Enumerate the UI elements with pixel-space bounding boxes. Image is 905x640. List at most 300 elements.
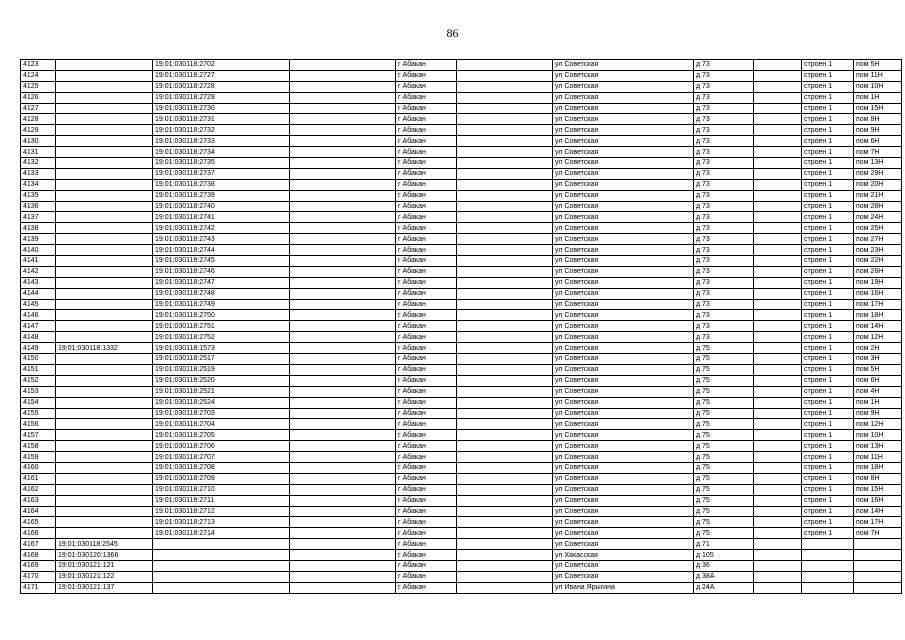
table-cell	[457, 147, 553, 158]
table-cell: строен 1	[802, 234, 854, 245]
table-cell: 4157	[21, 430, 56, 441]
table-cell	[754, 103, 802, 114]
table-cell	[457, 158, 553, 169]
table-cell: д 73	[694, 125, 754, 136]
table-cell: ул Советская	[553, 256, 694, 267]
table-cell: 19:01:030118:2751	[153, 321, 290, 332]
table-cell: ул Советская	[553, 125, 694, 136]
table-cell: строен 1	[802, 277, 854, 288]
table-row	[21, 92, 902, 103]
table-row	[21, 462, 902, 473]
table-cell: ул Советская	[553, 473, 694, 484]
table-cell: г Абакан	[396, 60, 457, 71]
table-cell: д 75	[694, 354, 754, 365]
table-cell: ул Советская	[553, 452, 694, 463]
table-cell: д 73	[694, 266, 754, 277]
table-cell	[754, 147, 802, 158]
table-row	[21, 571, 902, 582]
table-cell: пом 21Н	[854, 190, 902, 201]
table-cell: пом 1Н	[854, 397, 902, 408]
table-cell: пом 27Н	[854, 234, 902, 245]
table-cell	[754, 462, 802, 473]
table-cell: д 73	[694, 256, 754, 267]
table-cell: 19:01:030118:2545	[56, 539, 153, 550]
table-cell	[56, 223, 153, 234]
table-cell: д 75	[694, 484, 754, 495]
table-cell	[457, 397, 553, 408]
table-cell: пом 10Н	[854, 430, 902, 441]
table-cell	[56, 364, 153, 375]
table-cell: д 75	[694, 397, 754, 408]
table-cell: г Абакан	[396, 419, 457, 430]
table-cell: г Абакан	[396, 125, 457, 136]
table-cell: строен 1	[802, 310, 854, 321]
table-cell	[56, 441, 153, 452]
table-cell: д 73	[694, 332, 754, 343]
table-cell: пом 24Н	[854, 212, 902, 223]
table-cell: 19:01:030118:2706	[153, 441, 290, 452]
table-cell: пом 15Н	[854, 103, 902, 114]
table-row	[21, 441, 902, 452]
table-cell: пом 22Н	[854, 256, 902, 267]
table-cell: 4136	[21, 201, 56, 212]
table-cell: г Абакан	[396, 430, 457, 441]
table-cell: пом 16Н	[854, 288, 902, 299]
table-row	[21, 550, 902, 561]
table-row	[21, 321, 902, 332]
table-cell: 4126	[21, 92, 56, 103]
table-cell: д 73	[694, 179, 754, 190]
table-cell: 19:01:030118:2752	[153, 332, 290, 343]
table-cell	[56, 288, 153, 299]
table-cell: д 73	[694, 103, 754, 114]
table-cell: ул Советская	[553, 343, 694, 354]
table-cell	[56, 299, 153, 310]
table-cell: 19:01:030118:2707	[153, 452, 290, 463]
table-cell	[754, 430, 802, 441]
table-cell	[56, 321, 153, 332]
table-cell: строен 1	[802, 354, 854, 365]
table-cell	[56, 190, 153, 201]
table-cell	[457, 408, 553, 419]
table-cell: д 73	[694, 234, 754, 245]
table-row	[21, 386, 902, 397]
table-cell	[754, 386, 802, 397]
table-cell: 19:01:030121:137	[56, 582, 153, 593]
table-cell	[754, 517, 802, 528]
table-cell	[56, 419, 153, 430]
table-cell: д 36	[694, 560, 754, 571]
table-cell	[56, 201, 153, 212]
table-cell: пом 17Н	[854, 517, 902, 528]
table-row	[21, 136, 902, 147]
table-cell: ул Советская	[553, 560, 694, 571]
table-cell	[290, 277, 396, 288]
table-cell	[754, 168, 802, 179]
table-cell	[290, 147, 396, 158]
table-cell: г Абакан	[396, 506, 457, 517]
table-cell: пом 29Н	[854, 168, 902, 179]
table-cell: строен 1	[802, 299, 854, 310]
table-cell: 4131	[21, 147, 56, 158]
table-cell	[457, 452, 553, 463]
table-cell: пом 9Н	[854, 125, 902, 136]
table-cell: ул Советская	[553, 354, 694, 365]
table-cell: г Абакан	[396, 147, 457, 158]
table-cell: ул Советская	[553, 179, 694, 190]
table-cell: пом 14Н	[854, 321, 902, 332]
table-row	[21, 539, 902, 550]
table-cell	[290, 506, 396, 517]
table-cell	[457, 234, 553, 245]
table-cell: г Абакан	[396, 441, 457, 452]
table-cell: г Абакан	[396, 70, 457, 81]
table-cell	[802, 539, 854, 550]
table-cell	[56, 408, 153, 419]
table-cell: г Абакан	[396, 408, 457, 419]
table-cell	[754, 364, 802, 375]
table-cell: 4155	[21, 408, 56, 419]
table-cell: 4141	[21, 256, 56, 267]
table-cell	[754, 158, 802, 169]
table-cell: ул Советская	[553, 397, 694, 408]
table-row	[21, 60, 902, 71]
table-cell	[290, 441, 396, 452]
table-cell: г Абакан	[396, 550, 457, 561]
table-cell	[754, 452, 802, 463]
table-cell: 19:01:030118:2728	[153, 81, 290, 92]
table-cell: строен 1	[802, 147, 854, 158]
table-cell: строен 1	[802, 473, 854, 484]
table-cell: г Абакан	[396, 158, 457, 169]
table-cell: д 73	[694, 190, 754, 201]
table-cell	[56, 70, 153, 81]
table-cell	[457, 375, 553, 386]
table-cell: 4139	[21, 234, 56, 245]
table-cell	[56, 136, 153, 147]
table-row	[21, 354, 902, 365]
table-cell	[290, 70, 396, 81]
table-cell	[290, 517, 396, 528]
page-number: 86	[446, 26, 459, 40]
table-row	[21, 190, 902, 201]
table-cell: строен 1	[802, 495, 854, 506]
table-cell: 4161	[21, 473, 56, 484]
table-cell: г Абакан	[396, 190, 457, 201]
table-cell: 19:01:030118:2744	[153, 245, 290, 256]
table-cell: строен 1	[802, 212, 854, 223]
table-cell	[290, 299, 396, 310]
table-cell	[457, 354, 553, 365]
table-row	[21, 245, 902, 256]
table-cell: 19:01:030120:1366	[56, 550, 153, 561]
table-cell	[754, 343, 802, 354]
table-cell: пом 16Н	[854, 495, 902, 506]
table-cell	[802, 582, 854, 593]
table-cell: г Абакан	[396, 223, 457, 234]
table-row	[21, 582, 902, 593]
table-cell: строен 1	[802, 245, 854, 256]
table-cell: ул Советская	[553, 441, 694, 452]
table-cell	[290, 158, 396, 169]
table-row	[21, 528, 902, 539]
table-row	[21, 256, 902, 267]
table-cell	[290, 321, 396, 332]
table-cell: д 73	[694, 147, 754, 158]
table-cell: 19:01:030118:2743	[153, 234, 290, 245]
table-cell: строен 1	[802, 506, 854, 517]
table-cell: 19:01:030118:2741	[153, 212, 290, 223]
table-cell: 19:01:030118:2713	[153, 517, 290, 528]
table-row	[21, 364, 902, 375]
table-cell: 19:01:030118:2745	[153, 256, 290, 267]
table-cell	[56, 277, 153, 288]
table-cell	[457, 201, 553, 212]
table-cell: д 75	[694, 430, 754, 441]
table-cell: 4147	[21, 321, 56, 332]
table-cell: ул Советская	[553, 419, 694, 430]
table-row	[21, 234, 902, 245]
table-cell	[290, 179, 396, 190]
table-cell	[754, 266, 802, 277]
table-cell: строен 1	[802, 60, 854, 71]
table-cell: д 71	[694, 539, 754, 550]
table-cell: 4152	[21, 375, 56, 386]
table-cell: строен 1	[802, 408, 854, 419]
table-row	[21, 212, 902, 223]
table-cell: строен 1	[802, 452, 854, 463]
table-row	[21, 375, 902, 386]
table-cell	[56, 147, 153, 158]
table-cell: 4125	[21, 81, 56, 92]
table-cell	[153, 571, 290, 582]
table-cell: 19:01:030118:2748	[153, 288, 290, 299]
table-cell: строен 1	[802, 201, 854, 212]
table-cell: 4153	[21, 386, 56, 397]
table-cell: 19:01:030118:2714	[153, 528, 290, 539]
table-row	[21, 147, 902, 158]
table-row	[21, 419, 902, 430]
table-cell: г Абакан	[396, 256, 457, 267]
table-cell: 19:01:030118:2710	[153, 484, 290, 495]
table-cell	[802, 560, 854, 571]
table-cell: 4167	[21, 539, 56, 550]
table-cell	[754, 234, 802, 245]
table-cell	[457, 364, 553, 375]
table-cell	[290, 92, 396, 103]
table-cell: строен 1	[802, 81, 854, 92]
table-cell: строен 1	[802, 114, 854, 125]
table-cell: 4160	[21, 462, 56, 473]
table-cell: д 73	[694, 288, 754, 299]
table-cell	[754, 571, 802, 582]
table-cell: строен 1	[802, 125, 854, 136]
table-cell	[754, 92, 802, 103]
table-cell	[56, 528, 153, 539]
table-cell: 19:01:030118:2735	[153, 158, 290, 169]
table-cell: ул Советская	[553, 321, 694, 332]
table-cell: г Абакан	[396, 92, 457, 103]
table-cell: ул Хакасская	[553, 550, 694, 561]
table-cell: г Абакан	[396, 310, 457, 321]
table-cell: 4134	[21, 179, 56, 190]
table-cell: 19:01:030118:2738	[153, 179, 290, 190]
table-cell: пом 20Н	[854, 179, 902, 190]
table-cell: 4124	[21, 70, 56, 81]
table-cell	[754, 528, 802, 539]
table-cell: строен 1	[802, 484, 854, 495]
table-cell: г Абакан	[396, 539, 457, 550]
table-cell: 19:01:030118:2729	[153, 92, 290, 103]
table-cell	[854, 571, 902, 582]
table-cell: 4140	[21, 245, 56, 256]
table-cell: ул Советская	[553, 103, 694, 114]
table-cell: 19:01:030118:2711	[153, 495, 290, 506]
table-cell	[754, 321, 802, 332]
table-cell: 19:01:030118:2747	[153, 277, 290, 288]
table-cell	[754, 179, 802, 190]
table-cell	[457, 506, 553, 517]
table-cell	[754, 332, 802, 343]
table-cell	[754, 473, 802, 484]
table-cell: ул Советская	[553, 168, 694, 179]
table-cell	[290, 288, 396, 299]
table-cell: г Абакан	[396, 386, 457, 397]
table-row	[21, 103, 902, 114]
table-cell: ул Советская	[553, 136, 694, 147]
table-cell	[457, 168, 553, 179]
table-cell: ул Советская	[553, 81, 694, 92]
table-cell: г Абакан	[396, 462, 457, 473]
table-cell	[457, 517, 553, 528]
table-cell: строен 1	[802, 136, 854, 147]
table-cell	[153, 539, 290, 550]
table-cell: 19:01:030118:2517	[153, 354, 290, 365]
table-cell: 4132	[21, 158, 56, 169]
table-cell: пом 12Н	[854, 332, 902, 343]
table-row	[21, 125, 902, 136]
table-cell: пом 10Н	[854, 81, 902, 92]
table-row	[21, 179, 902, 190]
table-cell	[754, 70, 802, 81]
table-cell	[457, 550, 553, 561]
table-cell: г Абакан	[396, 332, 457, 343]
table-cell	[457, 539, 553, 550]
table-cell: д 73	[694, 245, 754, 256]
table-cell: строен 1	[802, 462, 854, 473]
table-cell	[290, 571, 396, 582]
table-cell	[290, 495, 396, 506]
table-cell	[802, 550, 854, 561]
table-cell	[854, 582, 902, 593]
table-cell: пом 7Н	[854, 147, 902, 158]
table-cell: строен 1	[802, 441, 854, 452]
table-cell	[290, 256, 396, 267]
table-cell	[754, 397, 802, 408]
table-row	[21, 299, 902, 310]
table-cell	[290, 364, 396, 375]
table-cell	[290, 223, 396, 234]
table-cell	[290, 332, 396, 343]
table-cell: д 75	[694, 462, 754, 473]
table-cell	[290, 408, 396, 419]
table-cell: д 73	[694, 168, 754, 179]
table-cell	[290, 473, 396, 484]
table-cell: 4148	[21, 332, 56, 343]
table-cell	[754, 288, 802, 299]
table-cell: пом 15Н	[854, 484, 902, 495]
table-cell: 19:01:030118:2520	[153, 375, 290, 386]
table-cell	[56, 452, 153, 463]
table-cell	[290, 452, 396, 463]
table-cell	[290, 550, 396, 561]
table-cell	[457, 223, 553, 234]
table-cell: 4156	[21, 419, 56, 430]
table-cell: д 75	[694, 473, 754, 484]
table-cell	[153, 582, 290, 593]
table-cell: 19:01:030118:1332	[56, 343, 153, 354]
table-cell: г Абакан	[396, 179, 457, 190]
table-cell	[56, 430, 153, 441]
table-cell	[56, 114, 153, 125]
table-cell: д 75	[694, 386, 754, 397]
table-cell	[754, 212, 802, 223]
table-cell: 4170	[21, 571, 56, 582]
table-cell: ул Советская	[553, 299, 694, 310]
table-cell	[56, 158, 153, 169]
table-cell	[56, 517, 153, 528]
table-cell	[56, 168, 153, 179]
table-row	[21, 201, 902, 212]
table-cell	[457, 179, 553, 190]
table-cell: ул Советская	[553, 158, 694, 169]
table-cell: строен 1	[802, 168, 854, 179]
table-cell: 19:01:030118:2708	[153, 462, 290, 473]
table-cell: строен 1	[802, 528, 854, 539]
table-row	[21, 168, 902, 179]
table-cell: г Абакан	[396, 343, 457, 354]
table-cell: д 75	[694, 408, 754, 419]
table-cell	[290, 168, 396, 179]
table-cell: пом 9Н	[854, 408, 902, 419]
table-cell: 4166	[21, 528, 56, 539]
table-cell	[754, 81, 802, 92]
table-cell: ул Советская	[553, 386, 694, 397]
table-cell: пом 23Н	[854, 245, 902, 256]
table-cell: 4138	[21, 223, 56, 234]
table-row	[21, 114, 902, 125]
table-cell: пом 6Н	[854, 375, 902, 386]
table-cell	[754, 408, 802, 419]
table-cell: д 73	[694, 310, 754, 321]
table-cell: г Абакан	[396, 452, 457, 463]
table-cell	[457, 441, 553, 452]
table-cell	[457, 430, 553, 441]
table-cell: 19:01:030118:2712	[153, 506, 290, 517]
table-cell: строен 1	[802, 397, 854, 408]
table-cell: 4151	[21, 364, 56, 375]
table-cell: пом 18Н	[854, 310, 902, 321]
table-row	[21, 332, 902, 343]
table-cell	[290, 190, 396, 201]
table-row	[21, 506, 902, 517]
table-cell: д 75	[694, 495, 754, 506]
table-cell: ул Советская	[553, 310, 694, 321]
table-cell: ул Советская	[553, 277, 694, 288]
table-cell: строен 1	[802, 517, 854, 528]
table-cell: г Абакан	[396, 103, 457, 114]
table-cell: ул Советская	[553, 539, 694, 550]
